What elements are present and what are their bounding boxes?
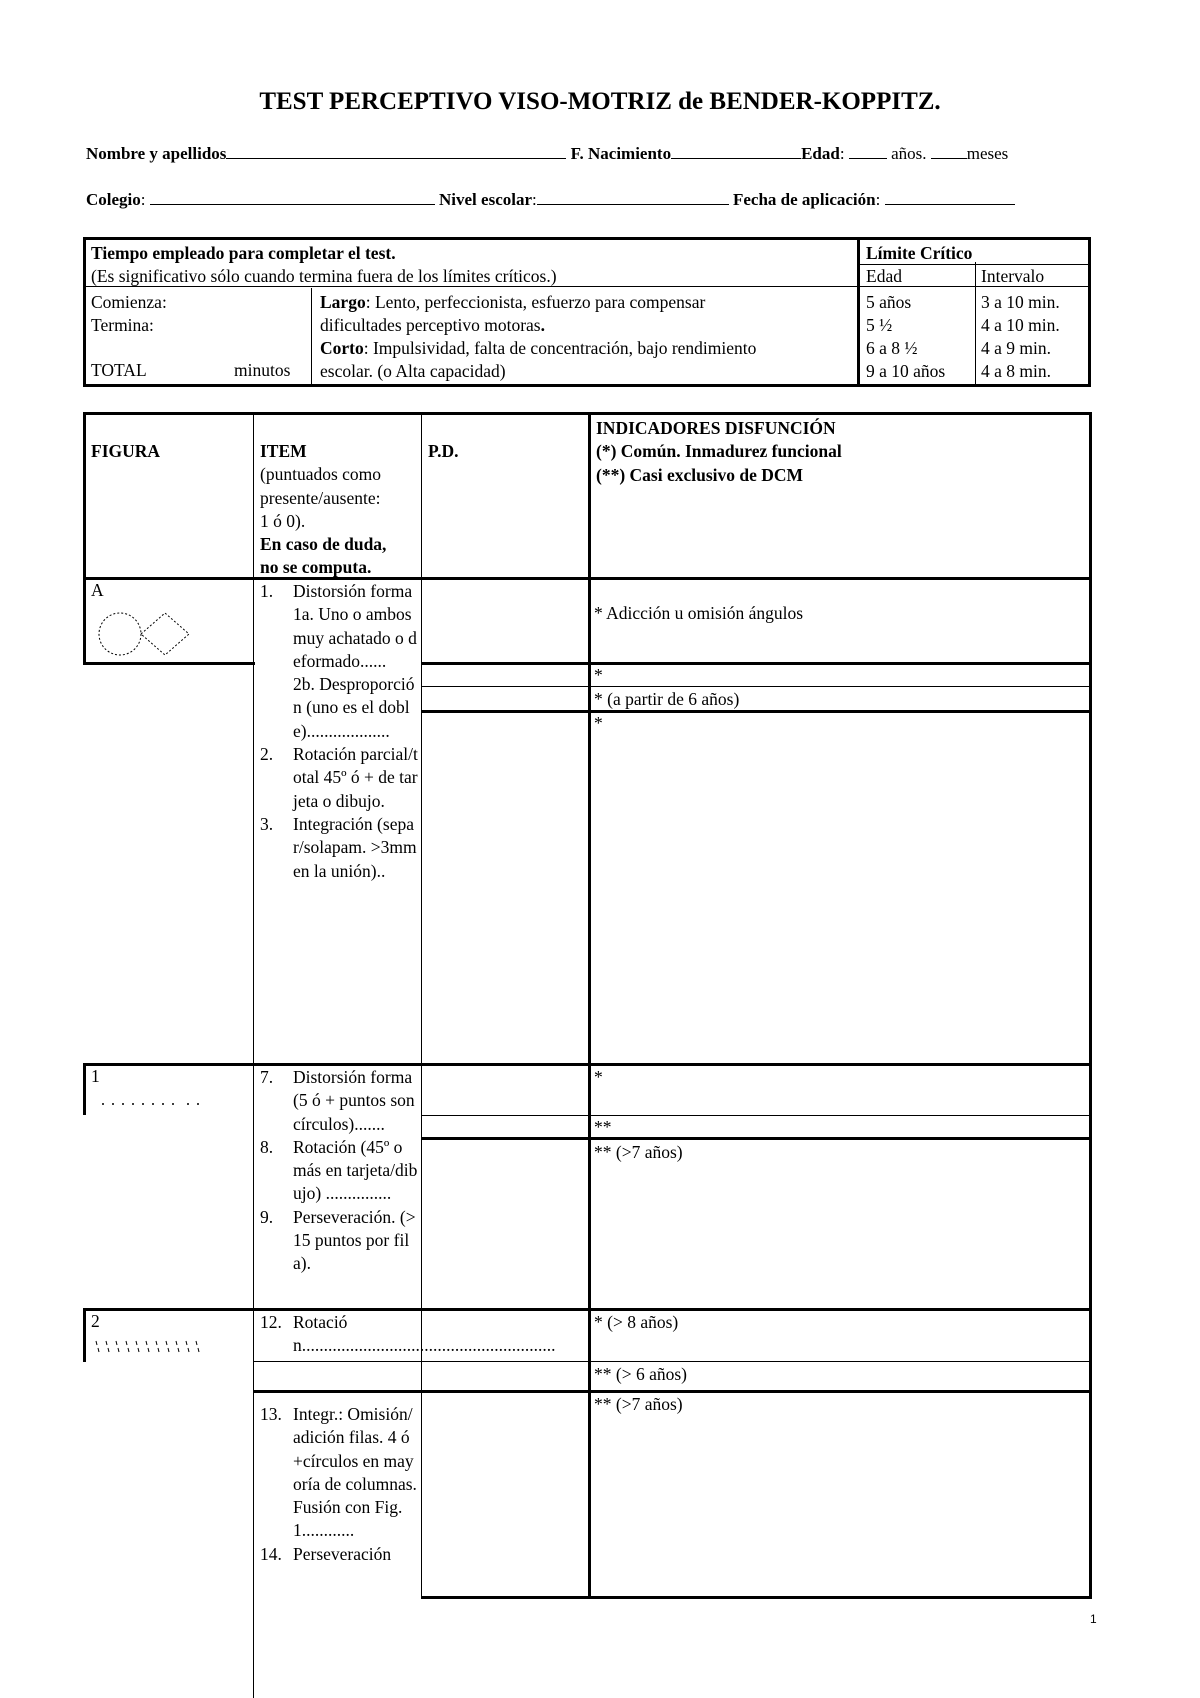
circle-diamond-figure-icon (96, 610, 196, 660)
figure-1-label: 1 (91, 1066, 100, 1086)
limite-edad: 9 a 10 años (866, 361, 946, 381)
limite-intervalo: 4 a 8 min. (981, 361, 1051, 381)
total-label: TOTAL (91, 360, 147, 380)
list-item: 13. Integr.: Omisión/adición filas. 4 ó +círculos en mayoría de columnas. Fusión con Fig. 1............ (260, 1404, 417, 1541)
corto-text-2: escolar. (o Alta capacidad) (320, 361, 506, 381)
col-item-header (260, 440, 420, 580)
colon: : (839, 144, 845, 163)
colon: : (140, 190, 146, 209)
colegio-label: Colegio (86, 190, 141, 209)
col-item-title: ITEM (260, 441, 307, 461)
item-note-line: (puntuados como (260, 464, 382, 485)
dot-row-figure-icon (100, 1094, 210, 1108)
indicator: * (> 8 años) (594, 1312, 679, 1332)
limite-intervalo: 3 a 10 min. (981, 292, 1060, 312)
indicadores-comun: (*) Común. Inmadurez funcional (596, 441, 842, 462)
colon: : (875, 190, 881, 209)
corto-text-1: : Impulsividad, falta de concentración, bajo rendimiento (363, 338, 757, 358)
nivel-field[interactable] (537, 189, 729, 205)
limite-intervalo: 4 a 10 min. (981, 315, 1060, 335)
edad-header: Edad (866, 266, 902, 286)
item-block-2b (260, 1403, 418, 1566)
list-item: 2b. Desproporción (uno es el doble)................... (293, 674, 415, 741)
colon: : (532, 190, 537, 209)
figure-a-label: A (91, 580, 104, 600)
indicator: * (a partir de 6 años) (594, 689, 740, 709)
meses-label: meses (966, 144, 1009, 163)
item-note-bold-line: En caso de duda, (260, 534, 387, 555)
corto-label: Corto (320, 338, 364, 358)
list-item: 1a. Uno o ambos muy achatado o deformado...... (293, 604, 417, 671)
minutos-label: minutos (234, 360, 291, 380)
item-note-line: presente/ausente: (260, 487, 381, 508)
largo-label: Largo (320, 292, 366, 312)
largo-text-2: dificultades perceptivo motoras (320, 315, 541, 335)
document-title: TEST PERCEPTIVO VISO-MOTRIZ de BENDER-KOPPITZ. (259, 88, 941, 115)
indicator: * (594, 665, 603, 685)
list-item: 7. Distorsión forma (5 ó + puntos son círculos)....... (260, 1067, 415, 1134)
list-item: 9. Perseveración. (> 15 puntos por fila). (260, 1206, 416, 1274)
meses-field[interactable] (931, 143, 967, 159)
indicator: ** (>7 años) (594, 1142, 683, 1162)
list-item: 12. Rotación.......................................................... (260, 1312, 556, 1356)
period: . (540, 315, 545, 335)
col-indicadores-header (596, 417, 842, 487)
limite-intervalo: 4 a 9 min. (981, 338, 1051, 358)
item-block-a (260, 580, 418, 883)
edad-label: Edad (801, 144, 840, 163)
indicator: ** (594, 1117, 612, 1137)
list-item: 14. Perseveración (260, 1543, 392, 1564)
limite-edad: 5 años (866, 292, 912, 312)
nacimiento-label: F. Nacimiento (570, 144, 672, 163)
item-block-2 (260, 1311, 556, 1358)
indicator: ** (> 6 años) (594, 1364, 687, 1384)
indicator: * Adicción u omisión ángulos (594, 603, 804, 623)
item-note-line: 1 ó 0). (260, 510, 306, 531)
time-table-subtitle: (Es significativo sólo cuando termina fuera de los límites críticos.) (91, 266, 557, 286)
indicator: * (594, 1067, 603, 1087)
page-number: 1 (1090, 1612, 1097, 1626)
colegio-field[interactable] (150, 189, 435, 205)
nacimiento-field[interactable] (671, 143, 801, 159)
anos-field[interactable] (849, 143, 887, 159)
time-table-title: Tiempo empleado para completar el test. (91, 243, 396, 263)
circle-columns-figure-icon (94, 1338, 214, 1358)
limite-edad: 6 a 8 ½ (866, 338, 918, 358)
fecha-label: Fecha de aplicación (733, 190, 876, 209)
limite-critico-title: Límite Crítico (866, 243, 973, 263)
intervalo-header: Intervalo (981, 266, 1045, 286)
list-item: 8. Rotación (45º o más en tarjeta/dibujo) ............... (260, 1136, 418, 1204)
header-line-1 (86, 143, 1008, 164)
indicator: * (594, 713, 603, 733)
nombre-field[interactable] (226, 143, 566, 159)
largo-text-1: : Lento, perfeccionista, esfuerzo para compensar (365, 292, 706, 312)
item-note-bold-line: no se computa. (260, 557, 372, 578)
list-item: 3. Integración (separ/solapam. >3mm en la unión).. (260, 813, 417, 881)
nivel-label: Nivel escolar (439, 190, 533, 209)
limite-edad: 5 ½ (866, 315, 893, 335)
list-item: 2. Rotación parcial/total 45º ó + de tarjeta o dibujo. (260, 744, 418, 811)
col-pd-header: P.D. (428, 441, 459, 461)
header-line-2 (86, 189, 1015, 210)
indicator: ** (>7 años) (594, 1394, 683, 1414)
figure-2-label: 2 (91, 1311, 100, 1331)
termina-label: Termina: (91, 315, 154, 335)
col-figura-header: FIGURA (91, 441, 161, 461)
indicadores-title: INDICADORES DISFUNCIÓN (596, 418, 836, 438)
comienza-label: Comienza: (91, 292, 167, 312)
fecha-field[interactable] (885, 189, 1015, 205)
anos-label: años. (891, 144, 927, 163)
nombre-label: Nombre y apellidos (86, 144, 227, 163)
list-item: 1. Distorsión forma (260, 581, 413, 601)
item-block-1 (260, 1066, 418, 1276)
indicadores-dcm: (**) Casi exclusivo de DCM (596, 464, 804, 485)
